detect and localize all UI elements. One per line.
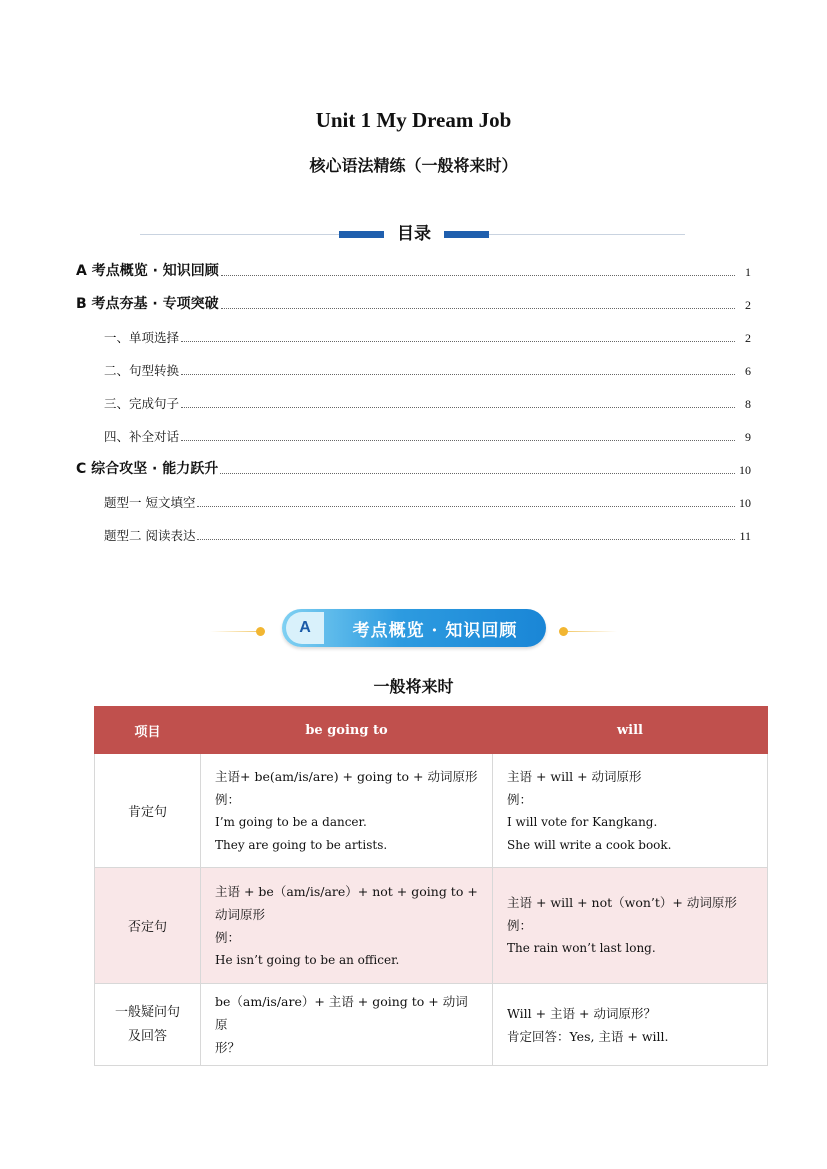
toc-entry-page: 11 [739,529,751,543]
toc-entry-label: 四、补全对话 [104,429,180,444]
toc-entry[interactable] [0,326,827,346]
toc-entry-label: 题型一 短文填空 [104,495,196,510]
cell-line: 例： [507,791,533,807]
section-heading: 一般将来时 [373,677,454,696]
cell-line: The rain won’t last long. [507,941,656,955]
column-header-will: will [493,707,768,754]
cell-line: 形？ [215,1040,241,1055]
toc-entry[interactable] [0,458,827,478]
toc-entry-page: 8 [745,397,751,411]
cell-line: 主语 + be（am/is/are）+ not + going to + [215,883,478,899]
toc-entry[interactable] [0,425,827,445]
cell-line: He isn’t going to be an officer. [215,952,400,967]
toc-entry[interactable] [0,260,827,280]
toc-entry[interactable] [0,491,827,511]
column-header-be-going-to: be going to [201,707,493,754]
cell-line: 主语+ be(am/is/are) + going to + 动词原形 [215,768,478,784]
toc-heading: 目录 [384,219,444,244]
will-cell [493,868,768,984]
table-row-negative [95,868,768,984]
row-label [95,984,201,1066]
cell-line: 主语 + will + not（won’t）+ 动词原形 [507,895,737,910]
toc-leader-dots [181,439,735,441]
toc-leader-dots [181,406,735,408]
be-going-to-cell [201,754,493,868]
cell-line: 例： [507,918,533,933]
toc-entry-label: 二、句型转换 [104,363,180,378]
toc-entry-label: B 考点夯基 · 专项突破 [76,296,219,312]
section-banner-title: 考点概览 · 知识回顾 [352,620,518,641]
banner-dot-right [559,627,568,636]
toc-entry[interactable] [0,524,827,544]
will-cell [493,984,768,1066]
toc-leader-dots [221,274,735,276]
toc-entry[interactable] [0,359,827,379]
row-label-line: 及回答 [127,1028,167,1044]
toc-entry-label: 三、完成句子 [104,396,180,411]
toc-entry-page: 9 [745,430,751,444]
toc-leader-dots [220,472,735,474]
toc-entry-page: 10 [739,463,751,477]
row-label: 否定句 [95,868,201,984]
cell-line: 肯定回答：Yes, 主语 + will. [507,1028,669,1044]
toc-entry-label: 题型二 阅读表达 [104,528,196,543]
toc-entry-page: 2 [745,298,751,312]
be-going-to-cell [201,984,493,1066]
banner-line-right [567,631,617,632]
cell-line: 主语 + will + 动词原形 [507,768,642,784]
cell-line: 例： [215,791,241,807]
toc-entry[interactable] [0,392,827,412]
toc-entry-page: 10 [739,496,751,510]
row-label-line: 一般疑问句 [114,1004,180,1020]
toc-leader-dots [197,505,735,507]
toc-entry-page: 2 [745,331,751,345]
cell-line: Will + 主语 + 动词原形？ [507,1005,656,1021]
cell-line: I’m going to be a dancer. [215,814,367,829]
toc-entry-label: C 综合攻坚 · 能力跃升 [76,461,219,477]
toc-leader-dots [181,340,735,342]
toc-leader-dots [181,373,735,375]
will-cell [493,754,768,868]
toc-entry-label: A 考点概览 · 知识回顾 [76,263,219,279]
toc-leader-dots [197,538,735,540]
cell-line: 动词原形 [215,906,266,922]
banner-dot-left [256,627,265,636]
grammar-table [94,706,768,1066]
toc-entry-page: 1 [745,265,751,279]
document-title: Unit 1 My Dream Job [315,108,512,132]
be-going-to-cell [201,868,493,984]
toc-entry[interactable] [0,293,827,313]
table-row-affirmative [95,754,768,868]
column-header-item: 项目 [95,707,201,754]
cell-line: be（am/is/are）+ 主语 + going to + 动词原 [215,994,468,1032]
toc-entry-label: 一、单项选择 [104,330,180,345]
cell-line: She will write a cook book. [507,837,672,852]
toc-entry-page: 6 [745,364,751,378]
cell-line: I will vote for Kangkang. [507,814,658,829]
row-label: 肯定句 [95,754,201,868]
cell-line: They are going to be artists. [215,837,388,852]
toc-leader-dots [221,307,735,309]
banner-line-left [210,631,260,632]
document-subtitle: 核心语法精练（一般将来时） [309,156,518,175]
cell-line: 例： [215,929,241,945]
table-row-question [95,984,768,1066]
table-header-row [95,707,768,754]
section-banner-letter: A [286,612,324,644]
